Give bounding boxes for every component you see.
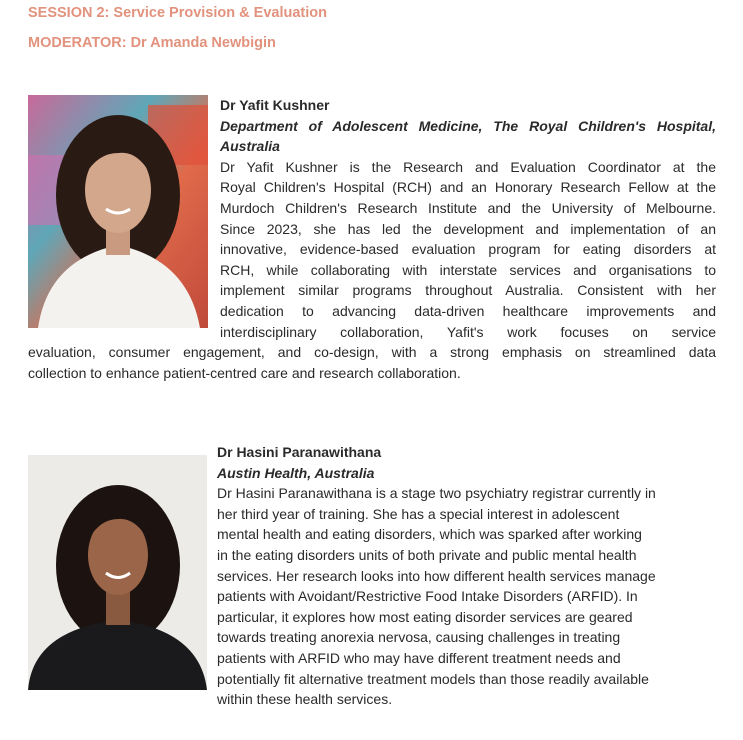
speaker-affiliation-line: Department of Adolescent Medicine, The Royal Children's Hospital, [220,117,716,134]
bio-line: patients with ARFID who may have different treatment needs and [217,649,621,666]
bio-line: within these health services. [217,691,393,708]
bio-line: implement similar programs throughout Australia. Consistent with her [220,282,716,299]
speaker-photo-yafit-kushner [28,95,208,328]
bio-line: Since 2023, she has led the development and implementation of an [220,220,716,237]
bio-line: Royal Children's Hospital (RCH) and an Honorary Research Fellow at the [220,179,716,196]
bio-line: dedication to advancing data-driven healthcare improvements and [220,302,716,319]
session-title: SESSION 2: Service Provision & Evaluation [28,5,327,21]
bio-line: in the eating disorders units of both private and public mental health [217,546,637,563]
bio-line: RCH, while collaborating with interstate services and organisations to [220,261,716,278]
speaker-bio-block-1-full [28,342,716,383]
bio-line: Murdoch Children's Research Institute and the University of Melbourne. [220,199,716,216]
bio-line: innovative, evidence-based evaluation program for eating disorders at [220,241,716,258]
bio-line: patients with Avoidant/Restrictive Food Intake Disorders (ARFID). In [217,588,638,605]
speaker-affiliation-line: Austin Health, Australia [217,464,375,481]
speaker-name: Dr Yafit Kushner [220,97,330,113]
bio-line: particular, it explores how most eating disorder services are geared [217,608,633,625]
bio-line: potentially fit alternative treatment models than those readily available [217,670,649,687]
bio-line: Dr Hasini Paranawithana is a stage two psychiatry registrar currently in [217,485,656,502]
bio-line: interdisciplinary collaboration, Yafit's work focuses on service [220,323,716,340]
bio-line: Dr Yafit Kushner is the Research and Evaluation Coordinator at the [220,158,716,175]
bio-line: evaluation, consumer engagement, and co-design, with a strong emphasis on streamlined data [28,344,716,360]
speaker-affiliation-line: Australia [220,138,280,155]
bio-line: mental health and eating disorders, which was sparked after working [217,526,642,543]
bio-line: collection to enhance patient-centred care and research collaboration. [28,364,461,381]
bio-line: her third year of training. She has a special interest in adolescent [217,505,620,522]
speaker-bio-block-2 [217,442,717,710]
speaker-bio-block-1 [220,95,716,342]
speaker-photo-hasini-paranawithana [28,455,207,690]
moderator-line: MODERATOR: Dr Amanda Newbigin [28,35,276,51]
speaker-name: Dr Hasini Paranawithana [217,444,382,460]
bio-line: towards treating anorexia nervosa, causing challenges in treating [217,629,621,646]
bio-line: services. Her research looks into how different health services manage [217,567,656,584]
